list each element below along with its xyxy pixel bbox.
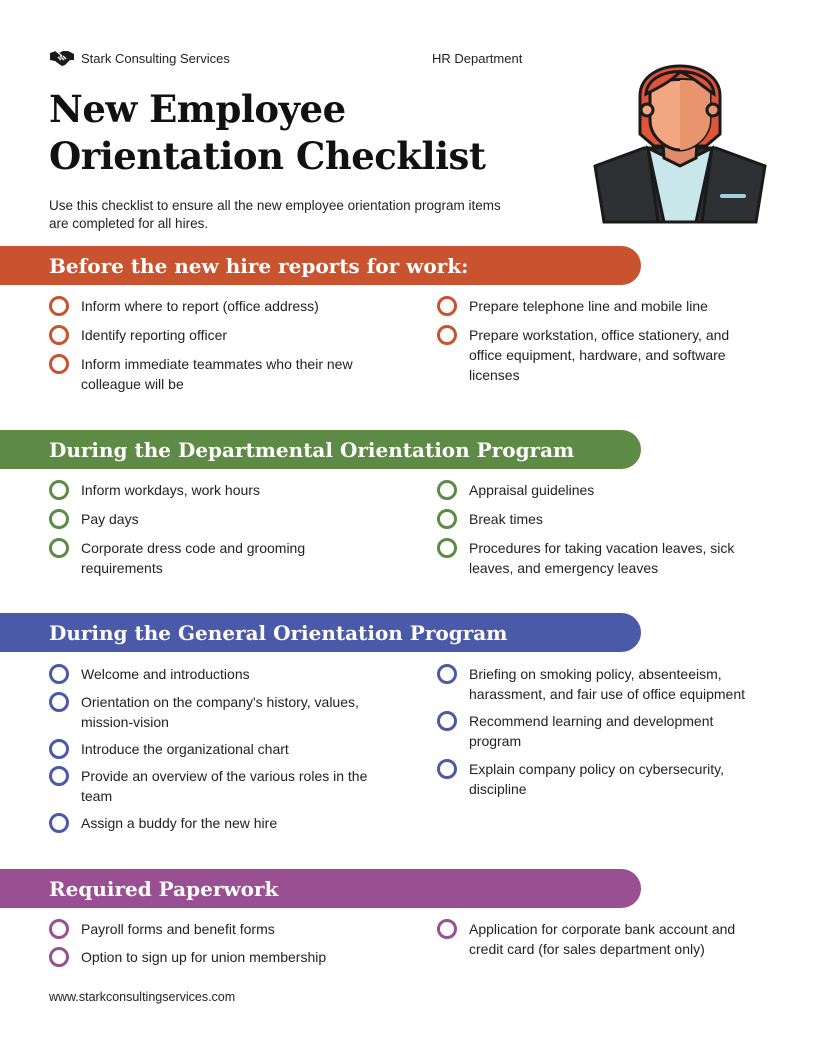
section-general-orientation bbox=[0, 613, 641, 652]
checkbox[interactable] bbox=[437, 509, 457, 529]
checklist-item bbox=[49, 480, 379, 500]
checkbox[interactable] bbox=[437, 711, 457, 731]
checklist-item-label: Procedures for taking vacation leaves, sick leaves, and emergency leaves bbox=[469, 540, 735, 576]
checkbox[interactable] bbox=[437, 296, 457, 316]
checkbox[interactable] bbox=[49, 664, 69, 684]
female-employee-avatar-icon bbox=[592, 46, 768, 226]
checklist-item-label: Application for corporate bank account and credit card (for sales department only) bbox=[469, 921, 736, 957]
checklist-item bbox=[49, 664, 379, 684]
checklist-item-label: Introduce the organizational chart bbox=[81, 741, 289, 757]
checklist-column-right bbox=[437, 480, 757, 587]
checklist-item bbox=[437, 919, 757, 959]
checklist-item-label: Prepare workstation, office stationery, and office equipment, hardware, and software licenses bbox=[469, 327, 730, 383]
checkbox[interactable] bbox=[437, 480, 457, 500]
checklist-item-label: Break times bbox=[469, 511, 543, 527]
checklist-item bbox=[49, 947, 379, 967]
checklist-item bbox=[49, 919, 379, 939]
checkbox[interactable] bbox=[49, 813, 69, 833]
checklist-item-label: Corporate dress code and grooming requirements bbox=[81, 540, 306, 576]
checklist-item bbox=[49, 766, 379, 806]
checklist-item-label: Provide an overview of the various roles in the team bbox=[81, 768, 368, 804]
section-departmental-orientation bbox=[0, 430, 641, 469]
checkbox[interactable] bbox=[49, 538, 69, 558]
intro-text: Use this checklist to ensure all the new employee orientation program items are completed for all hires. bbox=[49, 198, 501, 231]
department-label: HR Department bbox=[432, 51, 523, 66]
checklist-column-left bbox=[49, 296, 379, 403]
checkbox[interactable] bbox=[49, 354, 69, 374]
checkbox[interactable] bbox=[49, 739, 69, 759]
checkbox[interactable] bbox=[437, 759, 457, 779]
checklist-item bbox=[437, 711, 762, 751]
checklist-item bbox=[437, 480, 757, 500]
checklist-item-label: Option to sign up for union membership bbox=[81, 949, 327, 965]
checklist-item-label: Welcome and introductions bbox=[81, 666, 250, 682]
checklist-item-label: Orientation on the company's history, values, mission-vision bbox=[81, 694, 359, 730]
brand-name: Stark Consulting Services bbox=[81, 50, 230, 66]
handshake-icon bbox=[49, 48, 75, 68]
checkbox[interactable] bbox=[49, 766, 69, 786]
checklist-item-label: Identify reporting officer bbox=[81, 327, 228, 343]
checkbox[interactable] bbox=[49, 919, 69, 939]
checklist-column-right bbox=[437, 296, 757, 394]
checklist-item-label: Briefing on smoking policy, absenteeism, harassment, and fair use of office equipment bbox=[469, 666, 746, 702]
title-line-2: Orientation Checklist bbox=[49, 134, 486, 178]
section-title: Before the new hire reports for work: bbox=[49, 253, 469, 278]
page-title bbox=[49, 86, 485, 180]
section-title: During the General Orientation Program bbox=[49, 620, 508, 645]
section-required-paperwork bbox=[0, 869, 641, 908]
page-header bbox=[49, 48, 529, 70]
section-title: During the Departmental Orientation Program bbox=[49, 437, 575, 462]
checklist-item-label: Payroll forms and benefit forms bbox=[81, 921, 275, 937]
checklist-item bbox=[437, 296, 757, 316]
checklist-item-label: Explain company policy on cybersecurity, discipline bbox=[469, 761, 724, 797]
checklist-item bbox=[437, 664, 762, 704]
section-title: Required Paperwork bbox=[49, 876, 279, 901]
checklist-column-left bbox=[49, 919, 379, 976]
checkbox[interactable] bbox=[49, 325, 69, 345]
checklist-item bbox=[49, 813, 379, 833]
checklist-item bbox=[437, 759, 762, 799]
checklist-item bbox=[49, 739, 379, 759]
checklist-item-label: Recommend learning and development program bbox=[469, 713, 714, 749]
checklist-item bbox=[437, 325, 757, 385]
checklist-item bbox=[49, 354, 379, 394]
checkbox[interactable] bbox=[49, 692, 69, 712]
checklist-item-label: Inform immediate teammates who their new colleague will be bbox=[81, 356, 353, 392]
checklist-column-left bbox=[49, 664, 379, 842]
checklist-item-label: Prepare telephone line and mobile line bbox=[469, 298, 708, 314]
checklist-item bbox=[49, 509, 379, 529]
checklist-column-right bbox=[437, 919, 757, 968]
checkbox[interactable] bbox=[437, 325, 457, 345]
checkbox[interactable] bbox=[437, 919, 457, 939]
checkbox[interactable] bbox=[49, 509, 69, 529]
checklist-item bbox=[437, 509, 757, 529]
section-before-reporting bbox=[0, 246, 641, 285]
title-line-1: New Employee bbox=[49, 87, 346, 131]
checkbox[interactable] bbox=[437, 664, 457, 684]
checklist-item bbox=[49, 692, 379, 732]
checkbox[interactable] bbox=[49, 947, 69, 967]
checklist-item bbox=[49, 296, 379, 316]
checkbox[interactable] bbox=[437, 538, 457, 558]
brand bbox=[49, 48, 230, 68]
checklist-item-label: Assign a buddy for the new hire bbox=[81, 815, 278, 831]
checklist-item-label: Inform workdays, work hours bbox=[81, 482, 260, 498]
checkbox[interactable] bbox=[49, 480, 69, 500]
checklist-item bbox=[49, 538, 379, 578]
checklist-column-left bbox=[49, 480, 379, 587]
checkbox[interactable] bbox=[49, 296, 69, 316]
footer-website[interactable]: www.starkconsultingservices.com bbox=[49, 990, 236, 1004]
checklist-item-label: Inform where to report (office address) bbox=[81, 298, 319, 314]
checklist-item bbox=[437, 538, 757, 578]
checklist-item-label: Appraisal guidelines bbox=[469, 482, 595, 498]
checklist-item bbox=[49, 325, 379, 345]
checklist-item-label: Pay days bbox=[81, 511, 139, 527]
checklist-column-right bbox=[437, 664, 762, 808]
